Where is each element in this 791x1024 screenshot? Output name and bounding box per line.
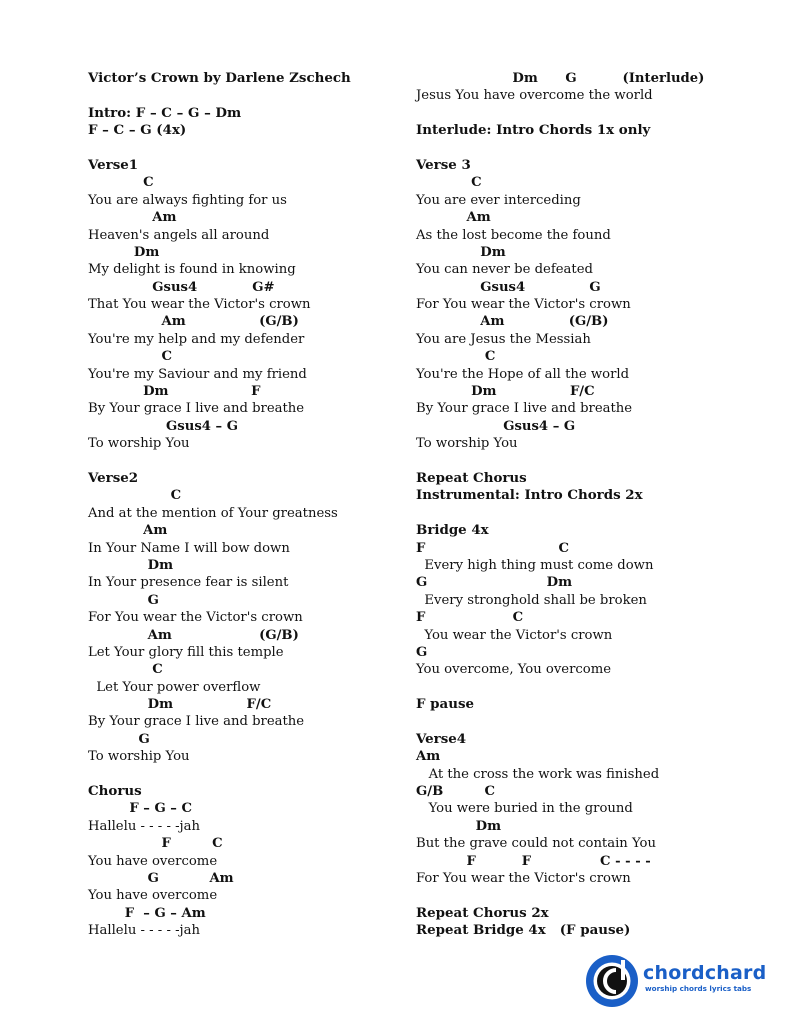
lyric-line: My delight is found in knowing xyxy=(88,262,296,278)
lyric-line: At the cross the work was finished xyxy=(416,766,660,782)
blank-line xyxy=(88,766,398,783)
chord-line: C xyxy=(416,175,482,191)
section-header: F – C – G (4x) xyxy=(88,122,187,139)
lyric-line: You are Jesus the Messiah xyxy=(416,331,591,347)
chord-line: F C xyxy=(416,540,570,556)
chord-line: Am (G/B) xyxy=(416,314,609,330)
blank-line xyxy=(88,140,398,157)
section-header: Repeat Chorus 2x xyxy=(416,904,549,921)
blank-line xyxy=(416,105,776,122)
chord-line: F – G – Am xyxy=(88,905,206,921)
chord-line: G/B C xyxy=(416,784,496,800)
chord-line: Dm F/C xyxy=(416,384,595,400)
lyric-line: Hallelu - - - - -jah xyxy=(88,923,200,939)
chord-line: Gsus4 G xyxy=(416,279,601,295)
chord-line: Dm xyxy=(88,244,160,260)
section-header: Interlude: Intro Chords 1x only xyxy=(416,122,651,139)
lyric-line: Every stronghold shall be broken xyxy=(416,592,647,608)
chord-line: F – G – C xyxy=(88,801,192,817)
lyric-line: You overcome, You overcome xyxy=(416,662,612,678)
blank-line xyxy=(416,505,776,522)
lyric-line: For You wear the Victor's crown xyxy=(416,297,631,313)
chord-line: Am xyxy=(88,523,168,539)
chordchard-logo-icon xyxy=(583,952,641,1010)
lyric-line: As the lost become the found xyxy=(416,227,611,243)
blank-line xyxy=(416,453,776,470)
chord-line: G xyxy=(88,592,159,608)
section-header: Instrumental: Intro Chords 2x xyxy=(416,487,643,504)
section-header: Verse 3 xyxy=(416,156,471,173)
lyric-line: Jesus You have overcome the world xyxy=(416,88,653,104)
section-header: Repeat Chorus xyxy=(416,469,527,486)
blank-line xyxy=(416,713,776,730)
chord-line: Am xyxy=(416,749,441,765)
chord-line: G xyxy=(88,731,150,747)
lyric-line: You can never be defeated xyxy=(416,262,593,278)
section-header: Bridge 4x xyxy=(416,522,489,539)
chord-line: Dm xyxy=(416,818,502,834)
chord-line: Dm F xyxy=(88,384,261,400)
section-header: Victor’s Crown by Darlene Zschech xyxy=(88,70,351,86)
lyric-line: By Your grace I live and breathe xyxy=(88,401,305,417)
lyric-line: You're the Hope of all the world xyxy=(416,366,630,382)
lyric-line: For You wear the Victor's crown xyxy=(88,610,303,626)
logo-wordmark: chordchard xyxy=(643,962,767,984)
chord-line: C xyxy=(88,349,172,365)
chord-line: C xyxy=(416,349,496,365)
chord-line: G Dm xyxy=(416,575,573,591)
blank-line xyxy=(88,453,398,470)
lyric-line: That You wear the Victor's crown xyxy=(88,297,311,313)
section-header: Repeat Bridge 4x (F pause) xyxy=(416,922,631,939)
section-header: Verse1 xyxy=(88,156,139,173)
section-header: Verse2 xyxy=(88,469,139,486)
lyric-line: You have overcome xyxy=(88,888,218,904)
lyric-line: By Your grace I live and breathe xyxy=(88,714,305,730)
lyric-line: You are ever interceding xyxy=(416,192,581,208)
section-header: F pause xyxy=(416,696,475,713)
logo-tagline: worship chords lyrics tabs xyxy=(645,984,752,993)
chord-line: G Am xyxy=(88,870,234,886)
blank-line xyxy=(416,679,776,696)
lyric-line: Every high thing must come down xyxy=(416,557,654,573)
chord-line: G xyxy=(416,644,428,660)
lyric-line: To worship You xyxy=(88,749,190,765)
section-header: Chorus xyxy=(88,783,142,800)
lyric-line: Let Your glory fill this temple xyxy=(88,644,284,660)
left-column xyxy=(88,70,398,940)
chord-line: Gsus4 G# xyxy=(88,279,275,295)
chord-line: Am xyxy=(416,210,491,226)
chord-line: F C xyxy=(416,610,524,626)
chordchard-logo[interactable] xyxy=(583,952,773,1010)
chord-line: Gsus4 – G xyxy=(88,418,238,434)
lyric-line: By Your grace I live and breathe xyxy=(416,401,633,417)
lyric-line: But the grave could not contain You xyxy=(416,836,656,852)
chord-line: Am (G/B) xyxy=(88,314,299,330)
chord-line: Dm xyxy=(416,244,506,260)
lyric-line: You're my Saviour and my friend xyxy=(88,366,307,382)
chord-line: F F C - - - - xyxy=(416,853,651,869)
lyric-line: You have overcome xyxy=(88,853,218,869)
chord-line: Dm G (Interlude) xyxy=(416,71,705,86)
lyric-line: Let Your power overflow xyxy=(88,679,261,695)
chord-line: Gsus4 – G xyxy=(416,418,576,434)
blank-line xyxy=(88,87,398,104)
chord-line: Am (G/B) xyxy=(88,627,299,643)
lyric-line: You wear the Victor's crown xyxy=(416,627,613,643)
chord-line: F C xyxy=(88,836,223,852)
chord-line: Dm F/C xyxy=(88,697,272,713)
lyric-line: Heaven's angels all around xyxy=(88,227,270,243)
lyric-line: Hallelu - - - - -jah xyxy=(88,818,200,834)
blank-line xyxy=(416,887,776,904)
lyric-line: You are always fighting for us xyxy=(88,192,287,208)
chord-line: Am xyxy=(88,210,177,226)
chord-line: C xyxy=(88,488,182,504)
chord-line: C xyxy=(88,662,163,678)
lyric-line: You were buried in the ground xyxy=(416,801,633,817)
chord-line: C xyxy=(88,175,154,191)
right-column xyxy=(416,70,776,940)
section-header: Verse4 xyxy=(416,730,467,747)
lyric-line: To worship You xyxy=(416,436,518,452)
blank-line xyxy=(416,140,776,157)
lyric-line: You're my help and my defender xyxy=(88,331,305,347)
lyric-line: And at the mention of Your greatness xyxy=(88,505,338,521)
section-header: Intro: F – C – G – Dm xyxy=(88,104,242,121)
lyric-line: To worship You xyxy=(88,436,190,452)
lyric-line: For You wear the Victor's crown xyxy=(416,870,631,886)
lyric-line: In Your presence fear is silent xyxy=(88,575,289,591)
lyric-line: In Your Name I will bow down xyxy=(88,540,290,556)
chord-line: Dm xyxy=(88,557,174,573)
